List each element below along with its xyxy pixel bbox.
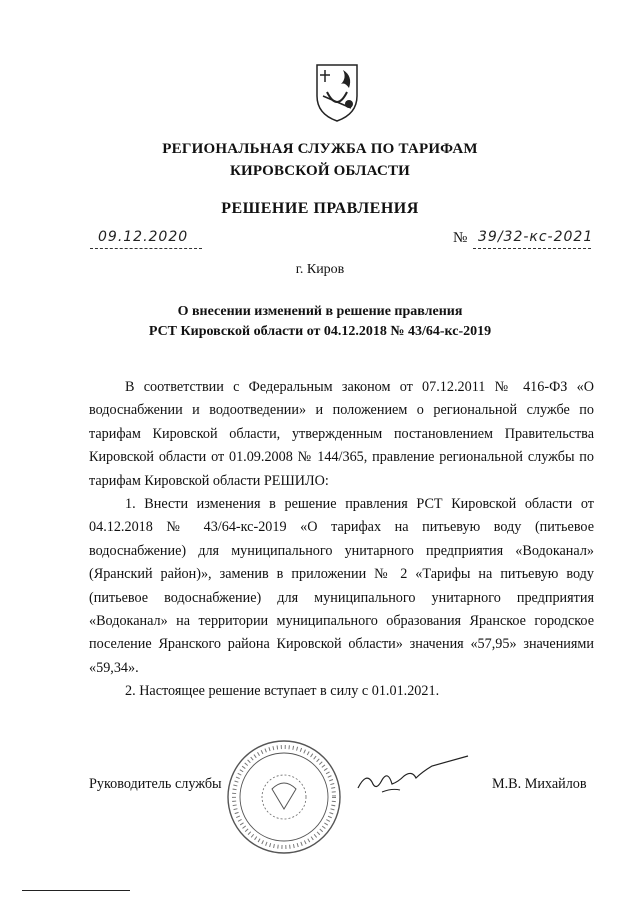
signatory-name: М.В. Михайлов (492, 776, 587, 792)
document-number: 39/32-кс-2021 (478, 229, 594, 245)
signatory-role: Руководитель службы (89, 776, 222, 792)
city: г. Киров (295, 262, 345, 277)
org-name-line2: КИРОВСКОЙ ОБЛАСТИ (229, 163, 411, 179)
subject-line1: О внесении изменений в решение правления (177, 304, 463, 319)
org-name-line1: РЕГИОНАЛЬНАЯ СЛУЖБА ПО ТАРИФАМ (162, 141, 478, 157)
document-date: 09.12.2020 (98, 229, 189, 245)
footer-rule (22, 890, 130, 891)
subject-line2: РСТ Кировской области от 04.12.2018 № 43/64-кс-2019 (148, 324, 492, 339)
document-type: РЕШЕНИЕ ПРАВЛЕНИЯ (221, 200, 419, 217)
number-label: № (453, 230, 468, 246)
document-body (89, 376, 594, 704)
official-seal-icon (224, 737, 344, 857)
handwritten-signature-icon (352, 752, 472, 802)
intro-paragraph: В соответствии с Федеральным законом от 07.12.2011 № 416-ФЗ «О водоснабжении и водоотведении» и положением о региональной службе по тарифам Кировской области, утвержденным постановлением Правительства Кировской области от 01.09.2008 № 144/365, правление региональной службы по тарифам Кировской области РЕШИЛО: (89, 379, 594, 489)
item-1-paragraph: 1. Внести изменения в решение правления РСТ Кировской области от 04.12.2018 № 43/64-кс-2019 «О тарифах на питьевую воду (питьевое водоснабжение) для муниципального унитарного предприятия «Водоканал» (Яранский район)», заменив в приложении № 2 «Тарифы на питьевую воду (питьевое водоснабжение) для муниципального унитарного предприятия «Водоканал» на территории муниципального образования Яранское городское поселение Яранского района Кировской области» значения «57,95» значениями «59,34». (89, 496, 594, 676)
item-2-paragraph: 2. Настоящее решение вступает в силу с 01.01.2021. (125, 683, 440, 700)
coat-of-arms-icon (313, 62, 361, 124)
